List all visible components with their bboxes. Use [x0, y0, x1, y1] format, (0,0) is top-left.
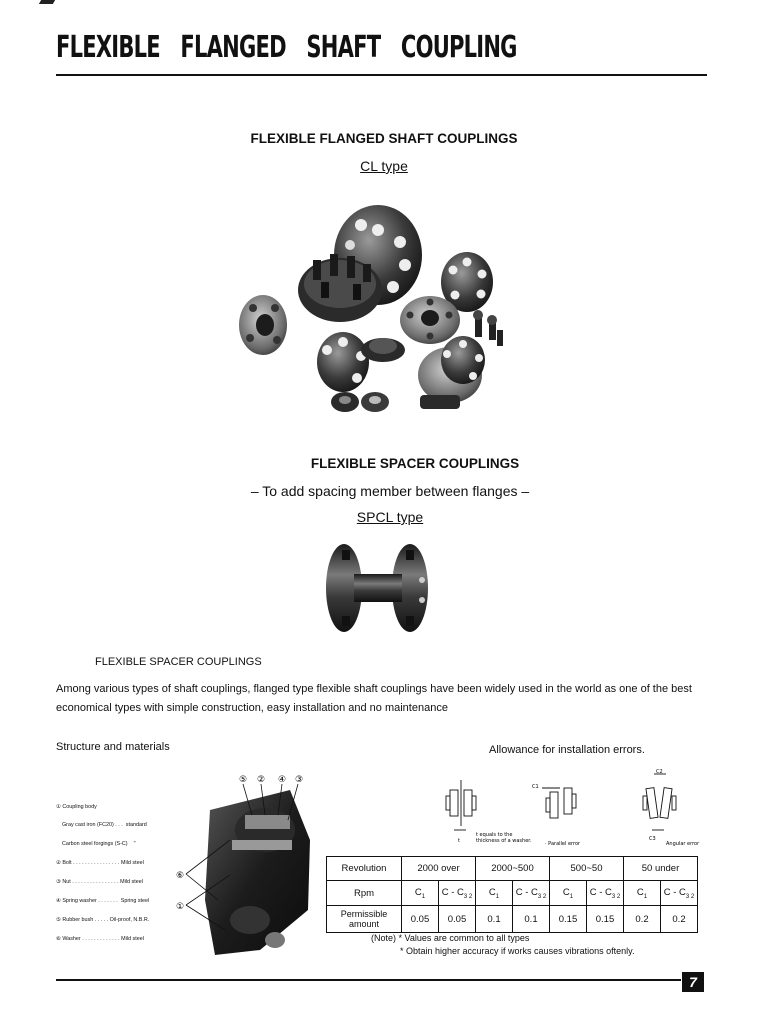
c3c2-subheader: C - $C_{3 2}$ [439, 881, 476, 906]
left-small-flange [239, 295, 287, 355]
group-header: 500~50 [550, 857, 624, 881]
group-header: 50 under [624, 857, 698, 881]
table-row [327, 857, 698, 881]
c1-subheader: $C_1$ [624, 881, 661, 906]
allowance-table [326, 856, 698, 933]
structure-label: Structure and materials [56, 741, 170, 753]
table-cell: 0.2 [661, 906, 698, 933]
axial-error-diagram [446, 780, 476, 830]
spcl-tagline: – To add spacing member between flanges – [250, 483, 530, 499]
c1-label: C1 [532, 784, 539, 790]
parallel-error-diagram [542, 788, 576, 818]
table-note-2: * Obtain higher accuracy if works causes vibrations oftenly. [400, 946, 635, 956]
material-item: ③ Nut . . . . . . . . . . . . . . . . Mild steel [56, 879, 143, 886]
page-title: FLEXIBLE FLANGED SHAFT COUPLING [56, 30, 517, 65]
table-cell: 0.15 [587, 906, 624, 933]
table-cell: 0.05 [439, 906, 476, 933]
pinned-hub [298, 254, 382, 322]
material-item: ④ Spring washer . . . . . . . Spring steel [56, 898, 150, 905]
group-header: 2000 over [402, 857, 476, 881]
angular-error-diagram [643, 774, 676, 830]
c1-subheader: $C_1$ [550, 881, 587, 906]
corner-mark [39, 0, 55, 4]
table-cell: 0.1 [476, 906, 513, 933]
table-cell: 0.15 [550, 906, 587, 933]
table-cell: 0.1 [513, 906, 550, 933]
footer-rule [56, 979, 681, 981]
revolution-header: Revolution [327, 857, 402, 881]
lower-right-flange [418, 336, 485, 403]
callout-5: ⑤ [239, 775, 248, 785]
callout-6: ⑥ [176, 871, 185, 881]
table-note-1: (Note) * Values are common to all types [371, 933, 530, 943]
c3c2-subheader: C - $C_{3 2}$ [513, 881, 550, 906]
rpm-header: Rpm [327, 881, 402, 906]
allowance-diagrams [440, 768, 720, 850]
lower-flange-disc [317, 332, 369, 392]
cl-type-text: CL type [360, 158, 408, 174]
material-item: ① Coupling body [56, 803, 97, 810]
page-number: 7 [682, 972, 704, 992]
material-item: ⑥ Washer . . . . . . . . . . . . . Mild steel [56, 935, 144, 942]
spcl-type-text: SPCL type [356, 509, 424, 525]
t-note-line1: t equals to the [476, 832, 513, 838]
c3c2-subheader: C - $C_{3 2}$ [587, 881, 624, 906]
structure-cutaway-illustration [170, 770, 320, 960]
spcl-type-label [0, 509, 768, 525]
t-symbol: t [458, 838, 460, 844]
c3c2-subheader: C - $C_{3 2}$ [661, 881, 698, 906]
angular-error-label: Angular error [666, 841, 700, 847]
table-cell: 0.05 [402, 906, 439, 933]
spcl-section-heading: FLEXIBLE SPACER COUPLINGS [310, 456, 520, 471]
materials-list [56, 791, 149, 948]
cl-type-label [0, 158, 768, 174]
material-item: ② Bolt . . . . . . . . . . . . . . . . Mild steel [56, 860, 144, 867]
table-row [327, 881, 698, 906]
loose-bolts [473, 310, 503, 346]
description-heading: FLEXIBLE SPACER COUPLINGS [95, 656, 262, 668]
material-item: ⑤ Rubber bush . . . . . Oil-proof, N.B.R. [56, 916, 150, 923]
spcl-coupling-photo [318, 540, 438, 636]
table-cell: 0.2 [624, 906, 661, 933]
parallel-error-label: · Parallel error [545, 841, 581, 847]
table-row [327, 906, 698, 933]
material-item: Gray cast iron (FC20) . . . standard [56, 822, 147, 829]
c2-label: C2 [656, 769, 663, 775]
permissible-header: Permissible amount [327, 906, 402, 933]
c3-label: C3 [649, 836, 656, 842]
group-header: 2000~500 [476, 857, 550, 881]
t-note-line2: thickness of a washer. [476, 838, 532, 844]
cl-coupling-photo [235, 190, 515, 420]
c1-subheader: $C_1$ [402, 881, 439, 906]
c1-subheader: $C_1$ [476, 881, 513, 906]
callout-4: ④ [278, 775, 287, 785]
title-rule [56, 74, 707, 76]
callout-3: ③ [295, 775, 304, 785]
description-body: Among various types of shaft couplings, flanged type flexible shaft couplings have been widely used in the world as one of the best economical types with simple construction, easy installation and no maintenance [56, 683, 692, 714]
center-flange [400, 296, 460, 344]
callout-2: ② [257, 775, 266, 785]
allowance-label: Allowance for installation errors. [489, 744, 645, 756]
callout-1: ① [176, 902, 185, 912]
cl-section-heading: FLEXIBLE FLANGED SHAFT COUPLINGS [250, 131, 518, 146]
material-item: Carbon steel forgings (S-C) " [56, 841, 136, 848]
